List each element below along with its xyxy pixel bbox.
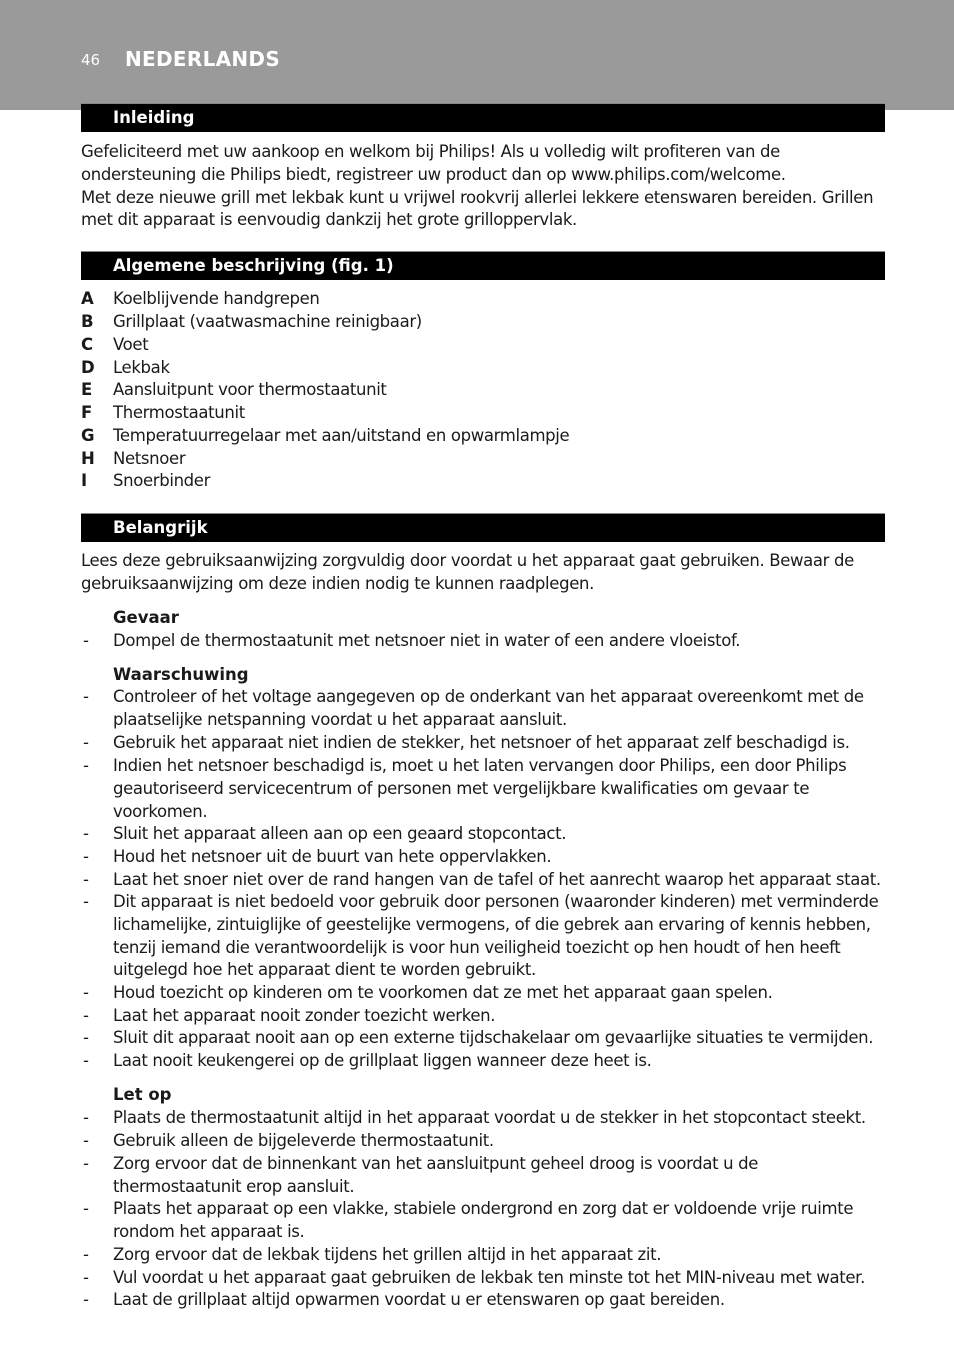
part-letter: I <box>81 471 87 490</box>
bullet-text: Sluit het apparaat alleen aan op een geaard stopcontact. <box>113 824 567 843</box>
bullet-text: Gebruik het apparaat niet indien de stekker, het netsnoer of het apparaat zelf beschadigd is. <box>113 733 850 752</box>
caution-item <box>81 1198 887 1244</box>
warning-item <box>81 891 887 982</box>
part-label: Temperatuurregelaar met aan/uitstand en opwarmlampje <box>113 426 570 445</box>
warning-item <box>81 732 887 755</box>
bullet-dash: - <box>83 983 89 1002</box>
bullet-text: Laat het apparaat nooit zonder toezicht werken. <box>113 1006 496 1025</box>
bullet-text: Plaats het apparaat op een vlakke, stabiele ondergrond en zorg dat er voldoende vrije ruimte rondom het apparaat is. <box>113 1199 854 1241</box>
bullet-dash: - <box>83 733 89 752</box>
bullet-dash: - <box>83 1028 89 1047</box>
part-letter: D <box>81 358 95 377</box>
intro-text: Gefeliciteerd met uw aankoop en welkom bij Philips! Als u volledig wilt profiteren van de ondersteuning die Philips biedt, registreer uw product dan op www.philips.com/welcome. Met deze nieuwe grill met lekbak kunt u vrijwel rookvrij allerlei lekkere etenswaren bereiden. Grillen met dit apparaat is eenvoudig dankzij het grote grilloppervlak. <box>81 142 874 230</box>
part-letter: G <box>81 426 95 445</box>
caution-item <box>81 1153 887 1199</box>
bullet-dash: - <box>83 631 89 650</box>
bullet-text: Houd toezicht op kinderen om te voorkomen dat ze met het apparaat gaan spelen. <box>113 983 773 1002</box>
danger-heading: Gevaar <box>113 608 179 627</box>
bullet-text: Zorg ervoor dat de lekbak tijdens het grillen altijd in het apparaat zit. <box>113 1245 662 1264</box>
caution-item <box>81 1267 887 1290</box>
bullet-dash: - <box>83 1268 89 1287</box>
bullet-dash: - <box>83 1199 89 1218</box>
part-label: Grillplaat (vaatwasmachine reinigbaar) <box>113 312 422 331</box>
bullet-text: Dompel de thermostaatunit met netsnoer niet in water of een andere vloeistof. <box>113 631 741 650</box>
part-label: Lekbak <box>113 358 170 377</box>
bullet-dash: - <box>83 1131 89 1150</box>
part-label: Aansluitpunt voor thermostaatunit <box>113 380 387 399</box>
bullet-text: Laat nooit keukengerei op de grillplaat liggen wanneer deze heet is. <box>113 1051 652 1070</box>
bullet-text: Indien het netsnoer beschadigd is, moet u het laten vervangen door Philips, een door Philips geautoriseerd servicecentrum of personen met vergelijkbare kwalificaties om gevaar te voorkomen. <box>113 756 847 821</box>
bullet-dash: - <box>83 1006 89 1025</box>
bullet-dash: - <box>83 1154 89 1173</box>
bullet-text: Zorg ervoor dat de binnenkant van het aansluitpunt geheel droog is voordat u de thermostaatunit erop aansluit. <box>113 1154 759 1196</box>
bullet-text: Houd het netsnoer uit de buurt van hete oppervlakken. <box>113 847 552 866</box>
warning-item <box>81 869 887 892</box>
section-header-description <box>81 251 885 280</box>
bullet-dash: - <box>83 824 89 843</box>
part-label: Voet <box>113 335 149 354</box>
bullet-text: Dit apparaat is niet bedoeld voor gebruik door personen (waaronder kinderen) met verminderde lichamelijke, zintuiglijke of geestelijke vermogens, of die gebrek aan ervaring of kennis hebben, tenzij iemand die verantwoordelijk is voor hun veiligheid toezicht op hen houdt of hen heeft uitgelegd hoe het apparaat dient te worden gebruikt. <box>113 892 879 980</box>
section-header-important <box>81 513 885 542</box>
warning-item <box>81 823 887 846</box>
warning-item <box>81 1027 887 1050</box>
part-label: Thermostaatunit <box>113 403 245 422</box>
danger-item <box>81 630 887 653</box>
part-letter: A <box>81 289 94 308</box>
bullet-dash: - <box>83 847 89 866</box>
caution-heading: Let op <box>113 1085 172 1104</box>
warning-item <box>81 1050 887 1073</box>
section-title: Inleiding <box>113 108 195 127</box>
part-letter: E <box>81 380 92 399</box>
bullet-text: Gebruik alleen de bijgeleverde thermostaatunit. <box>113 1131 494 1150</box>
part-letter: H <box>81 449 95 468</box>
bullet-dash: - <box>83 1245 89 1264</box>
bullet-text: Vul voordat u het apparaat gaat gebruiken de lekbak ten minste tot het MIN-niveau met water. <box>113 1268 865 1287</box>
language-title: NEDERLANDS <box>125 47 281 71</box>
section-title: Algemene beschrijving (fig. 1) <box>113 256 394 275</box>
bullet-dash: - <box>83 1108 89 1127</box>
bullet-text: Plaats de thermostaatunit altijd in het apparaat voordat u de stekker in het stopcontact steekt. <box>113 1108 866 1127</box>
page-number: 46 <box>81 51 101 69</box>
part-label: Koelblijvende handgrepen <box>113 289 320 308</box>
bullet-dash: - <box>83 687 89 706</box>
bullet-dash: - <box>83 892 89 911</box>
bullet-text: Laat het snoer niet over de rand hangen van de tafel of het aanrecht waarop het apparaat staat. <box>113 870 881 889</box>
warning-item <box>81 755 887 823</box>
warning-item <box>81 982 887 1005</box>
bullet-dash: - <box>83 756 89 775</box>
bullet-dash: - <box>83 870 89 889</box>
bullet-text: Sluit dit apparaat nooit aan op een externe tijdschakelaar om gevaarlijke situaties te vermijden. <box>113 1028 874 1047</box>
part-letter: C <box>81 335 93 354</box>
part-letter: B <box>81 312 94 331</box>
bullet-text: Laat de grillplaat altijd opwarmen voordat u er etenswaren op gaat bereiden. <box>113 1290 725 1309</box>
caution-item <box>81 1289 887 1312</box>
part-label: Netsnoer <box>113 449 186 468</box>
caution-item <box>81 1107 887 1130</box>
warning-heading: Waarschuwing <box>113 665 249 684</box>
bullet-dash: - <box>83 1051 89 1070</box>
important-intro: Lees deze gebruiksaanwijzing zorgvuldig door voordat u het apparaat gaat gebruiken. Bewaar de gebruiksaanwijzing om deze indien nodig te kunnen raadplegen. <box>81 551 854 593</box>
bullet-dash: - <box>83 1290 89 1309</box>
section-header-inleiding <box>81 103 885 132</box>
caution-item <box>81 1244 887 1267</box>
warning-item <box>81 686 887 732</box>
part-label: Snoerbinder <box>113 471 211 490</box>
part-letter: F <box>81 403 92 422</box>
warning-item <box>81 1005 887 1028</box>
caution-item <box>81 1130 887 1153</box>
bullet-text: Controleer of het voltage aangegeven op de onderkant van het apparaat overeenkomt met de plaatselijke netspanning voordat u het apparaat aansluit. <box>113 687 864 729</box>
section-title: Belangrijk <box>113 518 208 537</box>
warning-item <box>81 846 887 869</box>
